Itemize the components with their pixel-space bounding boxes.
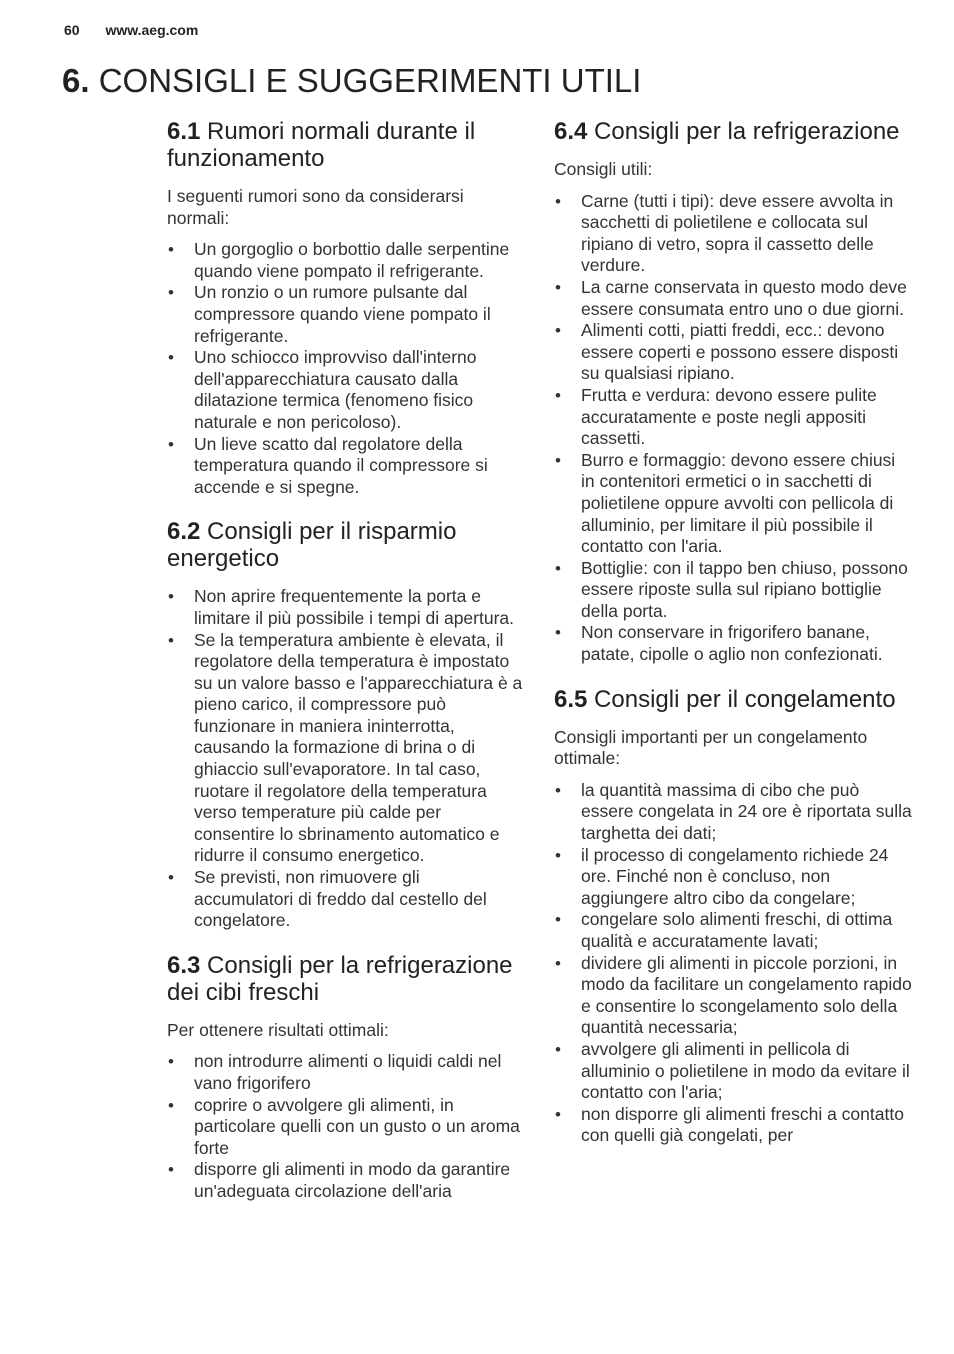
section-6-4 <box>554 118 912 666</box>
list-item-text: non introdurre alimenti o liquidi caldi nel vano frigorifero <box>194 1051 502 1093</box>
list-item <box>554 277 912 320</box>
list-item-text: Un ronzio o un rumore pulsante dal compressore quando viene pompato il refrigerante. <box>194 282 491 346</box>
list-item <box>554 622 912 665</box>
list-item-text: coprire o avvolgere gli alimenti, in particolare quelli con un gusto o un aroma forte <box>194 1094 520 1158</box>
list-item-text: Burro e formaggio: devono essere chiusi in contenitori ermetici o in sacchetti di polietilene oppure avvolti con pellicola di alluminio, per limitare il più possibile il contatto con l'aria. <box>581 449 896 557</box>
list-item-text: la quantità massima di cibo che può essere congelata in 24 ore è riportata sulla targhetta dei dati; <box>581 779 912 844</box>
bullet-icon: • <box>168 348 174 368</box>
section-title: Consigli per il congelamento <box>594 685 896 713</box>
section-number: 6.5 <box>554 685 588 713</box>
list-item-text: disporre gli alimenti in modo da garantire un'adeguata circolazione dell'aria <box>194 1159 511 1201</box>
section-title: Consigli per il risparmio energetico <box>167 518 457 573</box>
list-item-text: La carne conservata in questo modo deve essere consumata entro uno o due giorni. <box>581 276 907 319</box>
list-item <box>554 1039 912 1104</box>
list-item <box>167 239 523 282</box>
section-number: 6.3 <box>167 951 201 979</box>
bullet-icon: • <box>555 910 561 930</box>
list-item <box>554 1104 912 1147</box>
list-item <box>554 191 912 277</box>
list-item <box>167 1095 523 1160</box>
list-item-text: avvolgere gli alimenti in pellicola di alluminio o polietilene in modo da evitare il contatto con l'aria; <box>581 1038 910 1103</box>
section-heading <box>167 518 523 572</box>
bullet-icon: • <box>555 953 561 973</box>
bullet-icon: • <box>555 450 561 470</box>
list-item-text: Uno schiocco improvviso dall'interno dell'apparecchiatura causato dalla dilatazione termica (fenomeno fisico naturale e non pericoloso). <box>194 347 477 432</box>
bullet-icon: • <box>168 868 174 888</box>
section-intro: Per ottenere risultati ottimali: <box>167 1019 389 1040</box>
list-item <box>554 450 912 558</box>
bullet-icon: • <box>555 191 561 211</box>
section-intro: Consigli utili: <box>554 159 653 179</box>
bullet-icon: • <box>555 623 561 643</box>
list-item <box>167 347 523 433</box>
list-item-text: Frutta e verdura: devono essere pulite accuratamente e poste negli appositi cassetti. <box>581 384 877 449</box>
bullet-list <box>554 191 912 666</box>
list-item-text: Se la temperatura ambiente è elevata, il regolatore della temperatura è impostato su un valore basso e l'apparecchiatura è a pieno carico, il compressore può funzionare in maniera ininterrotta, causando la formazione di brina o di ghiaccio sull'evaporatore. In tal caso, ruotare il regolatore della temperatura verso temperature più calde per consentire lo sbrinamento automatico e ridurre il consumo energetico. <box>194 629 523 866</box>
section-heading <box>554 686 912 713</box>
section-title: Consigli per la refrigerazione dei cibi freschi <box>167 951 513 1006</box>
list-item-text: non disporre gli alimenti freschi a contatto con quelli già congelati, per <box>581 1103 904 1146</box>
bullet-list <box>554 780 912 1147</box>
bullet-icon: • <box>168 1052 174 1072</box>
list-item <box>554 780 912 845</box>
list-item <box>554 909 912 952</box>
list-item-text: Se previsti, non rimuovere gli accumulatori di freddo dal cestello del congelatore. <box>194 867 487 931</box>
bullet-icon: • <box>168 1160 174 1180</box>
chapter-title-text: CONSIGLI E SUGGERIMENTI UTILI <box>98 62 642 99</box>
section-heading <box>554 118 912 145</box>
section-6-1 <box>167 118 523 498</box>
website-link[interactable]: www.aeg.com <box>105 22 199 38</box>
bullet-icon: • <box>555 1104 561 1124</box>
bullet-icon: • <box>168 283 174 303</box>
list-item <box>167 630 523 868</box>
right-column <box>554 118 912 1167</box>
section-6-5 <box>554 686 912 1147</box>
list-item-text: congelare solo alimenti freschi, di ottima qualità e accuratamente lavati; <box>581 909 893 951</box>
section-title: Rumori normali durante il funzionamento <box>167 118 476 172</box>
bullet-list <box>167 586 523 932</box>
bullet-icon: • <box>555 321 561 341</box>
bullet-icon: • <box>555 1039 561 1059</box>
list-item-text: Carne (tutti i tipi): deve essere avvolta in sacchetti di polietilene e collocata sul ripiano di vetro, sopra il cassetto delle verdure. <box>581 190 894 276</box>
bullet-icon: • <box>168 240 174 260</box>
left-column <box>167 118 523 1223</box>
chapter-number: 6. <box>62 62 90 99</box>
list-item <box>167 1051 523 1094</box>
section-heading <box>167 118 523 172</box>
bullet-icon: • <box>555 558 561 578</box>
section-number: 6.4 <box>554 118 588 145</box>
bullet-icon: • <box>555 845 561 865</box>
list-item-text: Un gorgoglio o borbottio dalle serpentine quando viene pompato il refrigerante. <box>194 239 510 281</box>
bullet-icon: • <box>168 587 174 607</box>
list-item <box>554 558 912 623</box>
list-item-text: dividere gli alimenti in piccole porzioni, in modo da facilitare un congelamento rapido e consentire lo scongelamento solo della quantità necessaria; <box>581 952 912 1038</box>
list-item <box>167 1159 523 1202</box>
bullet-icon: • <box>168 630 174 650</box>
list-item <box>167 867 523 932</box>
section-6-3 <box>167 952 523 1203</box>
bullet-icon: • <box>555 780 561 800</box>
list-item <box>167 434 523 499</box>
list-item-text: Non aprire frequentemente la porta e limitare il più possibile i tempi di apertura. <box>194 586 514 628</box>
list-item-text: Non conservare in frigorifero banane, patate, cipolle o aglio non confezionati. <box>581 622 883 665</box>
list-item <box>167 586 523 629</box>
section-heading <box>167 952 523 1006</box>
list-item <box>554 845 912 910</box>
chapter-title <box>62 62 641 100</box>
list-item-text: Alimenti cotti, piatti freddi, ecc.: devono essere coperti e possono essere disposti su qualsiasi ripiano. <box>581 320 899 384</box>
bullet-icon: • <box>555 277 561 297</box>
list-item-text: il processo di congelamento richiede 24 ore. Finché non è concluso, non aggiungere altro cibo da congelare; <box>581 844 889 908</box>
section-number: 6.1 <box>167 118 201 145</box>
list-item <box>167 282 523 347</box>
section-intro: I seguenti rumori sono da considerarsi normali: <box>167 186 464 228</box>
section-6-2 <box>167 518 523 932</box>
list-item <box>554 953 912 1039</box>
list-item-text: Bottiglie: con il tappo ben chiuso, possono essere riposte sulla sul ripiano bottiglie della porta. <box>581 557 908 621</box>
section-title: Consigli per la refrigerazione <box>594 118 900 145</box>
bullet-list <box>167 239 523 498</box>
list-item <box>554 385 912 450</box>
bullet-icon: • <box>168 434 174 454</box>
section-number: 6.2 <box>167 518 201 546</box>
section-intro: Consigli importanti per un congelamento ottimale: <box>554 726 868 769</box>
list-item-text: Un lieve scatto dal regolatore della temperatura quando il compressore si accende e si spegne. <box>194 433 488 497</box>
page-number: 60 <box>64 22 80 38</box>
bullet-list <box>167 1051 523 1202</box>
page-header <box>64 22 198 38</box>
bullet-icon: • <box>168 1095 174 1115</box>
bullet-icon: • <box>555 385 561 405</box>
list-item <box>554 320 912 385</box>
